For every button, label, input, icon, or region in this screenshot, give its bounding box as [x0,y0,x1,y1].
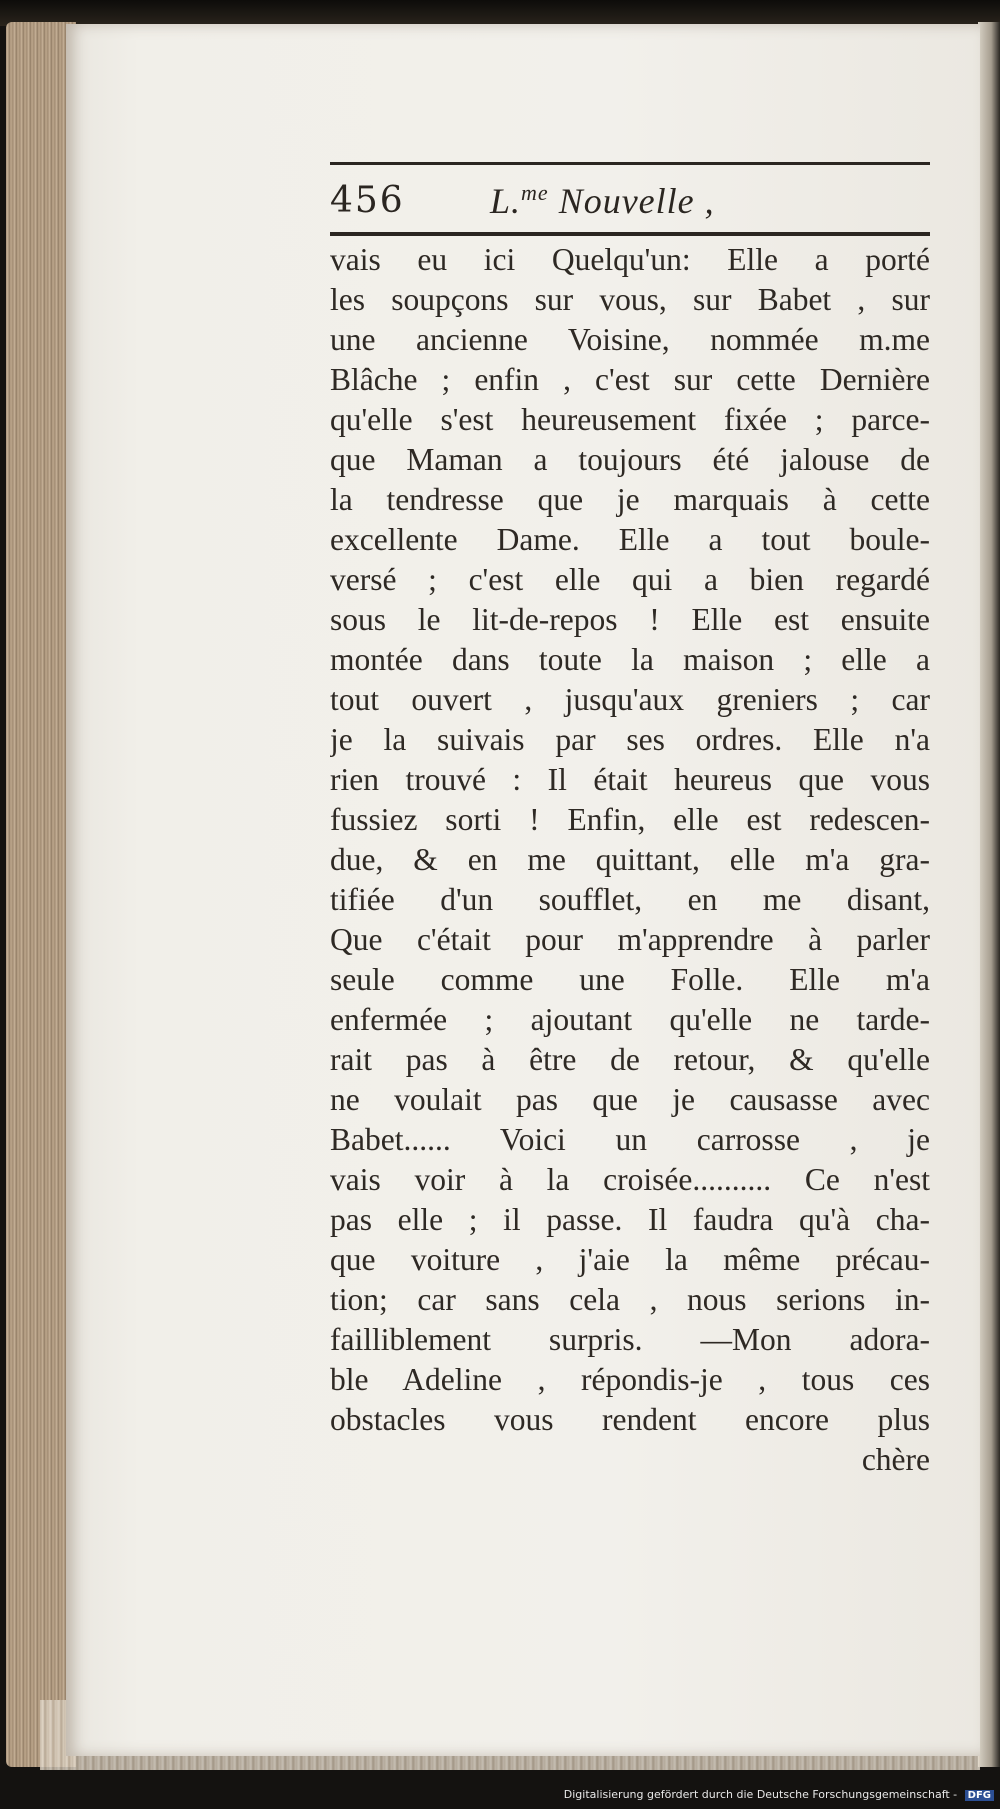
text-line: sous le lit-de-repos ! Elle est ensuite [330,602,930,637]
text-line: enfermée ; ajoutant qu'elle ne tarde- [330,1002,930,1037]
text-line: je la suivais par ses ordres. Elle n'a [330,722,930,757]
digitization-credit [564,1788,994,1801]
running-title-main: L. [490,181,522,221]
text-line: une ancienne Voisine, nommée m.me [330,322,930,357]
text-line: tifiée d'un soufflet, en me disant, [330,882,930,917]
text-line: Blâche ; enfin , c'est sur cette Dernière [330,362,930,397]
credit-text: Digitalisierung gefördert durch die Deutsche Forschungsgemeinschaft - [563,1788,958,1801]
text-line: vais voir à la croisée.......... Ce n'est [330,1162,930,1197]
text-line: vais eu ici Quelqu'un: Elle a porté [330,242,930,277]
text-line: rien trouvé : Il était heureus que vous [330,762,930,797]
text-line: rait pas à être de retour, & qu'elle [330,1042,930,1077]
running-title-superscript: me [521,180,549,205]
text-line: ble Adeline , répondis-je , tous ces [330,1362,930,1397]
text-line: que voiture , j'aie la même précau- [330,1242,930,1277]
text-line: montée dans toute la maison ; elle a [330,642,930,677]
text-line: due, & en me quittant, elle m'a gra- [330,842,930,877]
running-head [330,180,930,240]
text-line: excellente Dame. Elle a tout boule- [330,522,930,557]
scan-border-top [0,0,1000,26]
text-line: seule comme une Folle. Elle m'a [330,962,930,997]
text-line: obstacles vous rendent encore plus [330,1402,930,1437]
dfg-logo: DFG [965,1790,994,1801]
header-rule-top [330,162,930,165]
text-line: failliblement surpris. —Mon adora- [330,1322,930,1357]
text-line: qu'elle s'est heureusement fixée ; parce- [330,402,930,437]
body-text [330,240,930,1480]
text-line: ne voulait pas que je causasse avec [330,1082,930,1117]
text-line: tion; car sans cela , nous serions in- [330,1282,930,1317]
running-title [490,180,715,222]
text-line: pas elle ; il passe. Il faudra qu'à cha- [330,1202,930,1237]
text-line: Que c'était pour m'apprendre à parler [330,922,930,957]
text-line: que Maman a toujours été jalouse de [330,442,930,477]
header-rule-bottom [330,232,930,236]
running-title-rest: Nouvelle , [548,181,715,221]
text-line: versé ; c'est elle qui a bien regardé [330,562,930,597]
catchword: chère [861,1442,930,1477]
page-number: 456 [330,180,405,221]
text-line: les soupçons sur vous, sur Babet , sur [330,282,930,317]
text-line: la tendresse que je marquais à cette [330,482,930,517]
text-line: tout ouvert , jusqu'aux greniers ; car [330,682,930,717]
text-line: fussiez sorti ! Enfin, elle est redescen- [330,802,930,837]
page-edge-right [978,22,1000,1767]
text-line: Babet...... Voici un carrosse , je [330,1122,930,1157]
